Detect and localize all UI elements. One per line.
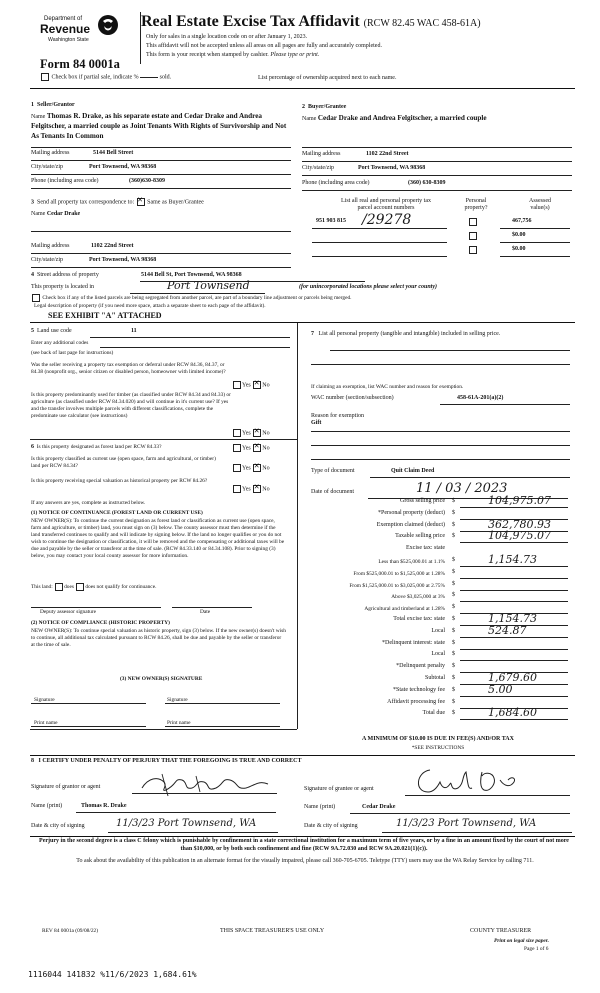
header-note2: This affidavit will not be accepted unless all areas on all pages are fully and accurately completed. — [146, 43, 382, 49]
timber-question: Is this property predominantly used for timber (as classified under RCW 84.34 and 84.33) or agriculture (as classified under RCW 84.34.020) and will continue in it's current use? If yes and the transfer involves multiple parcels with different classifications, complete the predominate use calculator (see instructions) — [31, 392, 231, 420]
parcel-col1-header — [316, 198, 456, 212]
no-label: No — [262, 430, 270, 437]
currency-sign: $ — [452, 639, 455, 646]
grantee-name-value: Cedar Drake — [362, 804, 396, 810]
grantor-name-rule — [76, 812, 276, 813]
forest-question — [31, 444, 231, 451]
currency-sign: $ — [452, 509, 455, 516]
grantee-name-rule — [350, 813, 570, 814]
section8-no: 8 — [31, 758, 34, 764]
reason-rule2 — [311, 445, 570, 446]
tax-row-label: Gross selling price — [400, 498, 445, 504]
legal-description-label: Legal description of property (if you need more space, attach a separate sheet to each page of the affidavit). — [34, 303, 266, 309]
assessed-value: $0.00 — [512, 232, 526, 238]
tax-row-label: Agricultural and timberland at 1.28% — [364, 606, 445, 613]
property-address: 5144 Bell St, Port Townsend, WA 98368 — [141, 272, 242, 278]
tax-row-value: 104,975.07 — [488, 494, 551, 507]
availability-notice: To ask about the availability of this publication in an alternate format for the visually impaired, please call 360-705-6705. Teletype (TTY) users may use the WA Relay Service by calling 711. — [76, 858, 534, 864]
parcel-col3-line1: Assessed — [529, 198, 551, 204]
top-rule — [30, 88, 575, 89]
seller-rule — [31, 147, 291, 148]
seller-heading-text: Seller/Grantor — [37, 102, 75, 108]
currency-sign: $ — [452, 604, 455, 611]
page-number: Page 1 of 6 — [524, 946, 549, 952]
dept-line2: Revenue — [40, 22, 91, 36]
grantee-date-value: 11/3/23 Port Townsend, WA — [396, 818, 537, 829]
buyer-phone — [302, 180, 572, 187]
grantor-sig-label: Signature of grantor or agent — [31, 784, 101, 790]
grantee-date-rule — [382, 832, 572, 833]
section3-heading — [31, 198, 204, 206]
perjury-notice: Perjury in the second degree is a class C felony which is punishable by confinement in a state correctional institution for a maximum term of five years, or by a fine in an amount fixed by the court of not more than $10,000, or by both such confinement and fine (RCW 9A.72.030 and RCW 9A.20.021(1)(c)). — [39, 838, 569, 852]
yes-label: Yes — [242, 486, 251, 493]
s5-rule2 — [100, 347, 290, 348]
buyer-mailing-value: 1102 22nd Street — [366, 151, 409, 157]
grantor-date-rule — [108, 832, 278, 833]
header-note1: Only for sales in a single location code on or after January 1, 2023. — [146, 34, 308, 40]
personal-property-checkbox[interactable] — [469, 246, 477, 254]
parcel-col2-line1: Personal — [465, 198, 487, 204]
does-checkbox[interactable] — [55, 583, 63, 591]
buyer-mailing — [302, 151, 572, 158]
grantee-date-label: Date & city of signing — [304, 823, 358, 829]
section6-no: 6 — [31, 444, 34, 450]
same-as-buyer-checkbox[interactable] — [137, 198, 145, 206]
buyer-heading — [302, 104, 346, 111]
section3-city-value: Port Townsend, WA 98368 — [89, 257, 157, 263]
s3-rule2 — [31, 253, 291, 254]
currency-sign: $ — [452, 627, 455, 634]
reason-rule3 — [311, 459, 570, 460]
parcel-col1-line1: List all real and personal property tax — [341, 198, 431, 204]
minimum-due: A MINIMUM OF $10.00 IS DUE IN FEE(S) AND/OR TAX — [362, 736, 514, 742]
seller-phone — [31, 178, 291, 185]
section7-no: 7 — [311, 331, 314, 337]
seller-no: 1 — [31, 102, 34, 108]
section3-name-label: Name — [31, 211, 46, 217]
section5-no: 5 — [31, 328, 34, 334]
currency-sign: $ — [452, 521, 455, 528]
tax-row-label: *Delinquent penalty — [396, 663, 445, 670]
grantee-date-row — [304, 818, 574, 830]
grantee-name-row — [304, 804, 564, 811]
tax-row-rule — [460, 590, 568, 591]
notice2-title: (2) NOTICE OF COMPLIANCE (HISTORIC PROPERTY) — [31, 620, 170, 626]
parcel-col3-header — [510, 198, 570, 212]
currency-sign: $ — [452, 498, 455, 504]
grantee-name-label: Name (print) — [304, 804, 336, 810]
doc-date-label: Date of document — [311, 489, 354, 495]
title-text: Real Estate Excise Tax Affidavit — [141, 13, 360, 30]
partial-sale — [40, 73, 171, 81]
s6q3-no-checkbox[interactable] — [253, 485, 261, 493]
notice1-title: (1) NOTICE OF CONTINUANCE (FOREST LAND OR CURRENT USE) — [31, 510, 203, 516]
s6q1-no-checkbox[interactable] — [253, 444, 261, 452]
currency-sign: $ — [452, 686, 455, 693]
exemption-question: Was the seller receiving a property tax exemption or deferral under RCW 84.36, 84.37, or 84.38 (nonprofit org., senior citizen or disabled person, homeowner with limited income)? — [31, 362, 226, 376]
buyer-name-label: Name — [302, 116, 317, 122]
located-note: (for unincorporated locations please select your county) — [299, 284, 437, 290]
seller-phone-rule — [31, 188, 291, 189]
segregated-checkbox[interactable] — [32, 294, 40, 302]
section3-label: Send all property tax correspondence to: — [37, 199, 135, 206]
no-label: No — [262, 465, 270, 472]
owner-print-label: Print name — [34, 720, 58, 726]
grantor-name-value: Thomas R. Drake — [81, 803, 127, 809]
wac-row — [311, 395, 571, 402]
buyer-name-block — [302, 114, 562, 123]
s6q1-yes-checkbox[interactable] — [233, 444, 241, 452]
parcel-col2-header — [456, 198, 496, 212]
partial-sale-post: sold. — [159, 74, 172, 81]
s5-bottom-rule — [30, 439, 297, 440]
owner-signature-label: Signature — [34, 697, 55, 703]
tax-row-label: Excise tax: state — [406, 545, 445, 552]
section3-mailing-label: Mailing address — [31, 243, 70, 249]
s5-rule1 — [90, 337, 290, 338]
currency-sign: $ — [452, 675, 455, 681]
q1-no-checkbox[interactable] — [253, 381, 261, 389]
see-instructions: *SEE INSTRUCTIONS — [411, 745, 465, 751]
owner-print-label-2: Print name — [167, 720, 191, 726]
parcel-row — [312, 244, 574, 256]
yes-label: Yes — [242, 430, 251, 437]
tax-row-label: Total due — [422, 710, 445, 717]
partial-sale-checkbox[interactable] — [41, 73, 49, 81]
parcel-val-rule2 — [500, 242, 570, 243]
s7-rule2 — [311, 364, 570, 365]
parcel-rule3 — [312, 256, 447, 257]
seller-mailing — [31, 150, 291, 157]
s6q2-no-checkbox[interactable] — [253, 464, 261, 472]
parcel-row — [312, 230, 574, 242]
deputy-signature-label: Deputy assessor signature — [40, 609, 96, 615]
seller-mailing-rule — [31, 160, 291, 161]
reason-rule1 — [311, 431, 570, 432]
historic-question: Is this property receiving special valuation as historical property per RCW 84.26? — [31, 478, 208, 484]
tax-row-label: Affidavit processing fee — [387, 698, 445, 705]
seller-city — [31, 164, 291, 171]
grantee-sig-label: Signature of grantee or agent — [304, 786, 374, 792]
notice1-text: NEW OWNER(S): To continue the current designation as forest land or classification as current use (open space, farm and agriculture, or timber) land, you must sign on (3) below. The county assessor must then determine if the land transferred continues to qualify and will indicate by signing below. If the land no longer qualifies or you do not wish to continue the designation or classification, it will be removed and the compensating or additional taxes will be due and payable by the seller or transferor at the time of sale. (RCW 84.33.140 or 84.34.108). Prior to signing (3) below, you may contact your local county assessor for more information. — [31, 518, 285, 559]
grantor-date-label: Date & city of signing — [31, 823, 85, 829]
tax-row-label: *Personal property (deduct) — [378, 509, 445, 516]
s8-top-rule — [30, 755, 575, 756]
s6q2-yes-no — [232, 464, 270, 472]
header-note3 — [146, 52, 319, 59]
notice3-title: (3) NEW OWNER(S) SIGNATURE — [120, 676, 203, 682]
rev-number: REV 84 0001a (09/08/22) — [42, 928, 99, 934]
wac-value: 458-61A-201(a)(2) — [457, 395, 504, 401]
doc-type-row — [311, 468, 571, 475]
buyer-no: 2 — [302, 104, 305, 110]
does-not-checkbox[interactable] — [76, 583, 84, 591]
cashier-stamp: 1116044 141832 %11/6/2023 1,684.61% — [28, 970, 197, 979]
tax-row-label: From $1,525,000.01 to $3,025,000 at 2.75% — [349, 582, 445, 589]
dept-line3: Washington State — [48, 37, 89, 43]
tax-row-label: Exemption claimed (deduct) — [376, 521, 445, 528]
tax-row-label: Taxable selling price — [395, 533, 445, 540]
buyer-city-rule — [302, 175, 572, 176]
s4-bottom-rule — [30, 322, 575, 323]
assessed-value: $0.00 — [512, 246, 526, 252]
header-note3-italic: Please type or print. — [270, 52, 320, 58]
seller-city-value: Port Townsend, WA 98368 — [89, 164, 157, 170]
seller-name-label: Name — [31, 114, 46, 120]
grantor-date-row — [31, 818, 291, 830]
tax-row-label: *Delinquent interest: state — [382, 639, 445, 646]
exemption-reason — [311, 413, 571, 427]
grantor-name-label: Name (print) — [31, 803, 63, 809]
buyer-mailing-rule — [302, 161, 572, 162]
tax-row-label: Less than $525,000.01 at 1.1% — [378, 559, 445, 565]
currency-sign: $ — [452, 698, 455, 705]
q2-yes-no — [232, 429, 270, 437]
grantor-signature — [138, 770, 278, 798]
does-label: does — [64, 584, 74, 591]
additional-codes: Enter any additional codes — [31, 340, 89, 346]
tax-row-label: *State technology fee — [393, 686, 445, 693]
segregated-note — [31, 294, 576, 302]
parcel-col3-line2: value(s) — [530, 204, 550, 211]
partial-sale-label: Check box if partial sale, indicate % — [51, 74, 139, 81]
currency-sign: $ — [452, 710, 455, 717]
wa-logo-icon — [98, 14, 118, 36]
yes-label: Yes — [242, 465, 251, 472]
doc-type-rule — [370, 477, 570, 478]
parcel-handwritten: /29278 — [362, 212, 412, 228]
does-not-label: does not qualify for continuance. — [85, 584, 157, 591]
header-note3-text: This form is your receipt when stamped by cashier. — [146, 52, 269, 58]
assessed-value: 467,756 — [512, 218, 532, 224]
parcel-val-rule1 — [500, 228, 570, 229]
currency-sign: $ — [452, 663, 455, 670]
parcel-row — [312, 212, 574, 228]
section3-mailing — [31, 243, 291, 250]
tax-row-value: 1,154.73 — [488, 612, 537, 625]
seller-mailing-value: 5144 Bell Street — [93, 150, 134, 156]
section4-address — [31, 272, 571, 279]
currency-sign: $ — [452, 651, 455, 658]
tax-row-value: 1,684.60 — [488, 706, 537, 720]
tax-row-label: Total excise tax: state — [393, 616, 445, 622]
buyer-phone-rule — [302, 190, 572, 191]
tax-row-rule — [460, 601, 568, 602]
personal-property-checkbox[interactable] — [469, 232, 477, 240]
personal-property-checkbox[interactable] — [469, 218, 477, 226]
this-land — [31, 583, 156, 591]
doc-date-value: 11 / 03 / 2023 — [416, 481, 508, 496]
ownership-note: List percentage of ownership acquired next to each name. — [258, 75, 397, 81]
exhibit-a: SEE EXHIBIT "A" ATTACHED — [48, 311, 162, 320]
tax-row-value: 1,679.60 — [488, 671, 537, 684]
parcel-col1-line2: parcel account numbers — [357, 204, 415, 211]
land-use-label: Land use code — [37, 328, 72, 334]
no-label: No — [262, 382, 270, 389]
s3-rule1 — [31, 231, 291, 232]
section3-city-label: City/state/zip — [31, 257, 63, 263]
currency-sign: $ — [452, 568, 455, 575]
currency-sign: $ — [452, 557, 455, 563]
tax-row-value: 362,780.93 — [488, 517, 551, 531]
no-label: No — [262, 445, 270, 452]
buyer-city-label: City/state/zip — [302, 165, 334, 171]
buyer-mailing-label: Mailing address — [302, 151, 341, 157]
yes-label: Yes — [242, 382, 251, 389]
s7-bottom-rule — [30, 729, 297, 730]
tax-row-label: Local — [431, 627, 445, 634]
same-as-buyer-label: Same as Buyer/Grantee — [147, 199, 204, 206]
section3-mailing-value: 1102 22nd Street — [91, 243, 134, 249]
tax-row-rule — [460, 578, 568, 579]
s6q3-yes-no — [232, 485, 270, 493]
county-treasurer: COUNTY TREASURER — [470, 928, 532, 934]
currency-sign: $ — [452, 592, 455, 599]
wac-label: WAC number (section/subsection) — [311, 395, 394, 401]
tax-row-value: 524.87 — [488, 623, 527, 637]
tax-row-value: 1,154.73 — [488, 553, 537, 566]
if-any-yes: If any answers are yes, complete as instructed below. — [31, 500, 146, 506]
reason-value: Gift — [311, 419, 322, 426]
section3-name — [31, 211, 80, 218]
q2-yes-checkbox[interactable] — [233, 429, 241, 437]
seller-phone-value: (360)630-8309 — [129, 178, 165, 184]
tax-row-rule — [460, 696, 568, 697]
buyer-heading-text: Buyer/Grantee — [308, 104, 347, 110]
tax-row-label: Subtotal — [424, 675, 445, 681]
certify-statement — [31, 758, 301, 765]
form-number: Form 84 0001a — [40, 57, 120, 71]
located-label: This property is located in — [31, 284, 94, 290]
parcel-rule1 — [312, 228, 447, 229]
q1-yes-no — [232, 381, 270, 389]
forest-question-text: Is this property designated as forest land per RCW 84.33? — [36, 444, 162, 450]
s7-rule1 — [330, 350, 570, 351]
tax-row-value: 5.00 — [488, 682, 513, 696]
s3-rule3 — [31, 267, 291, 268]
s8-bottom-rule — [30, 836, 575, 837]
parcel-rule2 — [312, 242, 447, 243]
parcel-col2-line2: property? — [464, 204, 488, 211]
this-land-label: This land: — [31, 584, 53, 591]
doc-type-value: Quit Claim Deed — [391, 468, 435, 474]
currency-sign: $ — [452, 580, 455, 587]
parcel-number: 951 903 815 — [316, 218, 346, 224]
reason-label: Reason for exemption — [311, 413, 364, 419]
section4-located — [31, 279, 571, 292]
section3-no: 3 — [31, 199, 34, 206]
certify-text: I CERTIFY UNDER PENALTY OF PERJURY THAT THE FOREGOING IS TRUE AND CORRECT — [38, 758, 302, 764]
yes-label: Yes — [242, 445, 251, 452]
seller-heading — [31, 102, 75, 109]
no-label: No — [262, 486, 270, 493]
buyer-city-value: Port Townsend, WA 98368 — [358, 165, 426, 171]
legal-paper-note: Print on legal size paper. — [494, 938, 549, 944]
currency-sign: $ — [452, 533, 455, 540]
section4-no: 4 — [31, 272, 34, 278]
dept-line1: Department of — [44, 16, 83, 22]
section7-text: List all personal property (tangible and intangible) included in selling price. — [318, 331, 501, 337]
deputy-date-rule — [172, 607, 252, 608]
section3-city — [31, 257, 291, 264]
tax-row-label: From $525,000.01 to $1,525,000 at 1.28% — [353, 570, 445, 577]
seller-city-label: City/state/zip — [31, 164, 63, 170]
tax-row-label: Above $3,025,000 at 3% — [391, 594, 445, 601]
seller-city-rule — [31, 174, 291, 175]
deputy-sig-rule — [31, 607, 161, 608]
section7-label — [311, 330, 571, 338]
section3-name-value: Cedar Drake — [46, 211, 81, 217]
land-use — [31, 328, 291, 335]
tax-row-rule — [460, 649, 568, 650]
title-ref: (RCW 82.45 WAC 458-61A) — [363, 18, 481, 29]
seller-name: Thomas R. Drake, as his separate estate and Cedar Drake and Andrea Felgitscher, a married couple as Joint Tenants With Rights of Survivorship and Not As Tenants In Common — [31, 112, 287, 140]
see-back: (see back of last page for instructions) — [31, 350, 114, 356]
section4-label: Street address of property — [37, 272, 99, 278]
s6q3-yes-checkbox[interactable] — [233, 485, 241, 493]
located-value: Port Townsend — [167, 279, 250, 292]
wac-rule — [440, 404, 570, 405]
s6q2-yes-checkbox[interactable] — [233, 464, 241, 472]
buyer-city — [302, 165, 572, 172]
q2-no-checkbox[interactable] — [253, 429, 261, 437]
treasurer-space: THIS SPACE TREASURER'S USE ONLY — [220, 928, 325, 934]
land-use-value: 11 — [131, 328, 137, 334]
tax-row-value: 104,975.07 — [488, 529, 551, 543]
s6q1-yes-no — [232, 444, 270, 452]
notice2-text: NEW OWNER(S): To continue special valuation as historic property, sign (3) below. If the new owner(s) doesn't wish to continue, all additional tax calculated pursuant to RCW 84.26, shall be due and payable by the seller or transferor at the time of sale. — [31, 628, 286, 648]
grantee-signature — [410, 764, 530, 798]
seller-name-block — [31, 112, 289, 141]
column-divider — [297, 323, 298, 729]
grantor-date-value: 11/3/23 Port Townsend, WA — [116, 818, 257, 829]
grantor-name-row — [31, 803, 291, 810]
exemption-claim-note: If claiming an exemption, list WAC number and reason for exemption. — [311, 384, 464, 390]
parcel-val-rule3 — [500, 256, 570, 257]
current-use-question: Is this property classified as current use (open space, farm and agricultural, or timber) land per RCW 84.34? — [31, 456, 216, 470]
currency-sign: $ — [452, 616, 455, 622]
segregated-text: Check box if any of the listed parcels are being segregated from another parcel, are part of a boundary line adjustment or parcels being merged. — [42, 295, 352, 302]
buyer-rule — [302, 147, 572, 148]
owner-signature-label-2: Signature — [167, 697, 188, 703]
q1-yes-checkbox[interactable] — [233, 381, 241, 389]
seller-phone-label: Phone (including area code) — [31, 178, 99, 184]
buyer-name: Cedar Drake and Andrea Felgitscher, a married couple — [317, 114, 487, 122]
deputy-date-label: Date — [200, 609, 211, 615]
buyer-phone-label: Phone (including area code) — [302, 180, 370, 186]
tax-row-rule — [460, 660, 568, 661]
doc-type-label: Type of document — [311, 468, 355, 474]
dor-logo — [40, 14, 122, 54]
header-divider — [140, 12, 142, 64]
form-title — [141, 13, 481, 31]
tax-row-label: Local — [431, 651, 445, 658]
seller-mailing-label: Mailing address — [31, 150, 70, 156]
buyer-phone-value: (360) 630-8309 — [408, 180, 446, 186]
